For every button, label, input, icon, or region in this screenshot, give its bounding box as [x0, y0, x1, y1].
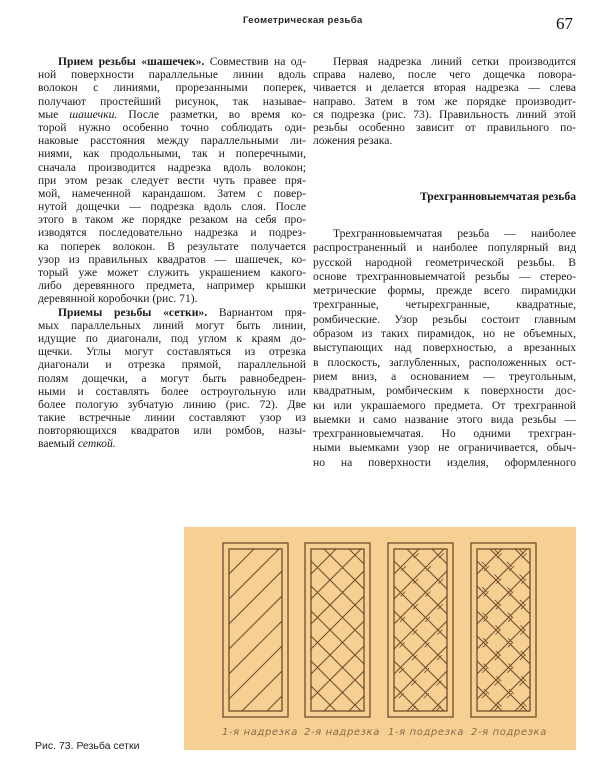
label-second-cut: 2-я надрезка	[304, 727, 380, 738]
text-line: в плоскость, заглубленных, расположенных ост-	[313, 355, 576, 369]
text-line: полям дощечки, а могут быть равнобедрен-	[38, 371, 306, 385]
undercut-line	[494, 549, 576, 711]
text-line	[38, 292, 306, 305]
cut-line	[317, 549, 479, 711]
undercut-line	[411, 549, 573, 711]
cut-line	[507, 549, 576, 711]
text-line: торой нужно особенно точно соблюдать оди-	[38, 120, 306, 134]
undercut-line	[344, 549, 506, 711]
cut-line	[399, 549, 561, 711]
text-line: но на поверхности изделия, оформленного	[313, 455, 576, 469]
undercut-line	[286, 549, 448, 711]
text-line: ка поперек волокон. В результате получается	[38, 239, 306, 253]
undercut-line	[394, 549, 556, 711]
cut-line	[374, 549, 536, 711]
panel-inner-frame	[394, 549, 447, 711]
cut-line	[274, 549, 436, 711]
cut-line	[524, 549, 576, 711]
cut-line	[184, 549, 304, 711]
text-line: этого в таком же порядке резаком на себя про-	[38, 213, 306, 227]
text-line: торый уже может служить украшением какого-	[38, 266, 306, 279]
undercut-line	[394, 549, 556, 711]
panel-outer-frame	[305, 543, 370, 717]
undercut-line	[369, 549, 531, 711]
text-line: ки или украшаемого предмета. От трехгранной	[313, 398, 576, 412]
cut-line	[184, 549, 229, 711]
carving-panel	[232, 543, 576, 717]
right-column-paragraph-1	[313, 55, 576, 147]
label-second-undercut: 2-я подрезка	[471, 727, 547, 738]
text-line	[38, 108, 306, 121]
cut-line	[557, 549, 576, 711]
text-line: наковые расстояния между параллельными ли-	[38, 134, 306, 148]
panel-outer-frame	[223, 543, 288, 717]
text-line: ными выемками узор не ограничивается, обыч-	[313, 441, 576, 455]
cut-line	[524, 549, 576, 711]
cut-line	[349, 549, 511, 711]
text-line: диагонали и отрезка прямой, параллельной	[38, 358, 306, 372]
undercut-line	[561, 549, 576, 711]
text-line: распространенный и наиболее популярный вид	[313, 241, 576, 255]
text-line: волокон с линиями, прорезанными поперек,	[38, 81, 306, 95]
undercut-line	[369, 549, 531, 711]
cut-lines	[232, 549, 576, 711]
cut-line	[499, 549, 576, 711]
carving-panel	[184, 543, 576, 717]
text-line: получают простейший рисунок, так называе-	[38, 94, 306, 108]
label-first-undercut: 1-я подрезка	[388, 727, 464, 738]
text-line: идущие по диагонали, под углом к краям до-	[38, 331, 306, 345]
cut-line	[374, 549, 536, 711]
text-line: при этом резак следует вести чуть правее пря-	[38, 173, 306, 187]
text-fragment: ложения резака.	[313, 134, 393, 148]
text-line: рием вниз, а основанием — треугольным,	[313, 369, 576, 383]
undercut-line	[361, 549, 523, 711]
text-line: выемки и само название этого вида резьбы —	[313, 412, 576, 426]
panel-outer-frame	[471, 543, 536, 717]
text-line: направо. Затем в том же порядке производит-	[313, 94, 576, 108]
cut-lines	[184, 549, 576, 711]
cut-line	[557, 549, 576, 711]
cut-lines	[184, 549, 576, 711]
panel-inner-frame	[311, 549, 364, 711]
text-line: метрические формы, прежде всего пирамидки	[313, 284, 576, 298]
figure-73	[184, 527, 576, 750]
text-line: такие встречные линии составляют узор из	[38, 411, 306, 425]
text-fragment: Вариантом пря-	[207, 305, 306, 319]
cut-line	[440, 549, 576, 711]
cut-line	[499, 549, 576, 711]
cut-line	[532, 549, 576, 711]
text-line: справа налево, после чего дощечка повора-	[313, 68, 576, 82]
text-line: основе трехгранновыемчатой резьбы — стерео-	[313, 269, 576, 283]
cut-line	[440, 549, 576, 711]
cut-line	[540, 549, 576, 711]
undercut-line	[544, 549, 576, 711]
undercut-line	[261, 549, 423, 711]
run-in-heading: Приемы резьбы «сетки».	[58, 305, 208, 319]
cut-line	[399, 549, 561, 711]
page-number: 67	[556, 14, 573, 33]
panel-inner-frame	[477, 549, 530, 711]
text-line: щечки. Углы могут составляться из отрезка	[38, 345, 306, 359]
undercut-line	[444, 549, 576, 711]
cut-line	[507, 549, 576, 711]
undercut-line	[311, 549, 473, 711]
text-line: выступающих над поверхностью, а врезанных	[313, 341, 576, 355]
text-line: русской народной геометрической резьбы. В	[313, 255, 576, 269]
cut-line	[442, 549, 576, 711]
undercut-line	[344, 549, 506, 711]
italic-term: шашечки.	[69, 107, 118, 121]
text-line: узор из правильных квадратов — шашечек, ко-	[38, 252, 306, 266]
text-line: более пологую зубчатую линию (рис. 72). Две	[38, 397, 306, 411]
carving-panel	[315, 543, 576, 717]
text-line: ными и составлять более остроугольную или	[38, 384, 306, 398]
cut-line	[184, 549, 279, 711]
running-title: Геометрическая резьба	[243, 15, 363, 26]
undercut-line	[436, 549, 576, 711]
text-line: квадратным, ромбическим к поверхности дос-	[313, 384, 576, 398]
undercut-line	[536, 549, 576, 711]
text-line: трехгранновыемчатая. Но одними трехгран-	[313, 427, 576, 441]
undercut-line	[469, 549, 576, 711]
section-heading: Трехгранновыемчатая резьба	[420, 190, 576, 203]
text-line	[38, 55, 306, 68]
text-line	[38, 306, 306, 319]
cut-line	[367, 549, 529, 711]
text-line: нутой дощечки — подрезка вдоль слоя. После	[38, 200, 306, 214]
undercut-line	[319, 549, 481, 711]
text-fragment: деревянной коробочки (рис. 71).	[38, 292, 198, 306]
cut-line	[532, 549, 576, 711]
undercut-line	[469, 549, 576, 711]
undercut-line	[569, 549, 576, 711]
text-fragment: мые	[38, 107, 70, 121]
undercut-line	[569, 549, 576, 711]
text-line: трехгранные, четырехгранные, квадратные,	[313, 298, 576, 312]
undercut-line	[544, 549, 576, 711]
text-line: повторяющихся квадратов или ромбов, назы-	[38, 424, 306, 438]
text-line: сначала производится надрезка вдоль волокон;	[38, 160, 306, 174]
text-line	[313, 134, 576, 147]
cut-line	[184, 549, 336, 711]
panel-outer-frame	[388, 543, 453, 717]
undercut-line	[319, 549, 481, 711]
text-line: резьбы особенно зависит от правильного по-	[313, 120, 576, 134]
text-fragment: Первая надрезка линий сетки производится	[333, 55, 576, 68]
text-line: ниями, как продольными, так и поперечными,	[38, 147, 306, 161]
cut-line	[457, 549, 576, 711]
cut-line	[565, 549, 576, 711]
panel-inner-frame	[229, 549, 282, 711]
text-line: ся подрезка (рис. 73). Правильность линий этой	[313, 107, 576, 121]
text-line: либо деревянного предмета, например крышки	[38, 279, 306, 293]
cut-line	[357, 549, 519, 711]
undercut-line	[444, 549, 576, 711]
figure-caption: Рис. 73. Резьба сетки	[35, 740, 140, 752]
undercut-line	[494, 549, 576, 711]
text-line	[313, 227, 576, 241]
cut-line	[457, 549, 576, 711]
cut-line	[415, 549, 576, 711]
cut-line	[565, 549, 576, 711]
text-line: чивается и делается вторая надрезка — слева	[313, 81, 576, 95]
run-in-heading: Прием резьбы «шашечек».	[58, 55, 205, 68]
text-fragment: ваемый	[38, 437, 78, 451]
cut-line	[515, 549, 576, 711]
cut-line	[332, 549, 494, 711]
text-line: ной поверхности параллельные линии вдоль	[38, 68, 306, 82]
undercut-line	[386, 549, 548, 711]
text-line: мой, намеченной карандашом. Затем с повер-	[38, 186, 306, 200]
right-column-paragraph-2	[313, 227, 576, 470]
italic-term: сеткой.	[77, 437, 116, 451]
cut-line	[184, 549, 336, 711]
undercut-line	[236, 549, 398, 711]
cut-line	[449, 549, 576, 711]
cut-line	[184, 549, 329, 711]
cut-line	[342, 549, 504, 711]
cut-line	[540, 549, 576, 711]
cut-line	[515, 549, 576, 711]
left-column	[38, 55, 306, 451]
cut-line	[292, 549, 454, 711]
undercut-line	[336, 549, 498, 711]
cut-line	[349, 549, 511, 711]
figure-illustration	[184, 527, 576, 750]
cut-line	[449, 549, 576, 711]
text-line: ромбические. Узор резьбы состоит главным	[313, 312, 576, 326]
text-fragment: Совмествив на од-	[204, 55, 306, 68]
text-line: изводятся последовательно надрезка и подрез-	[38, 226, 306, 240]
cut-line	[184, 549, 254, 711]
text-line: мых параллельных линий могут быть линии,	[38, 318, 306, 332]
text-line	[38, 437, 306, 450]
carving-panel	[184, 543, 576, 717]
text-line: образом из таких пирамидок, но не объемных,	[313, 327, 576, 341]
text-fragment: Трехгранновыемчатая резьба — наиболее	[333, 227, 576, 240]
label-first-cut: 1-я надрезка	[222, 727, 298, 738]
text-line	[313, 55, 576, 68]
cut-lines	[315, 549, 576, 711]
text-fragment: После разметки, во время ко-	[117, 107, 306, 121]
